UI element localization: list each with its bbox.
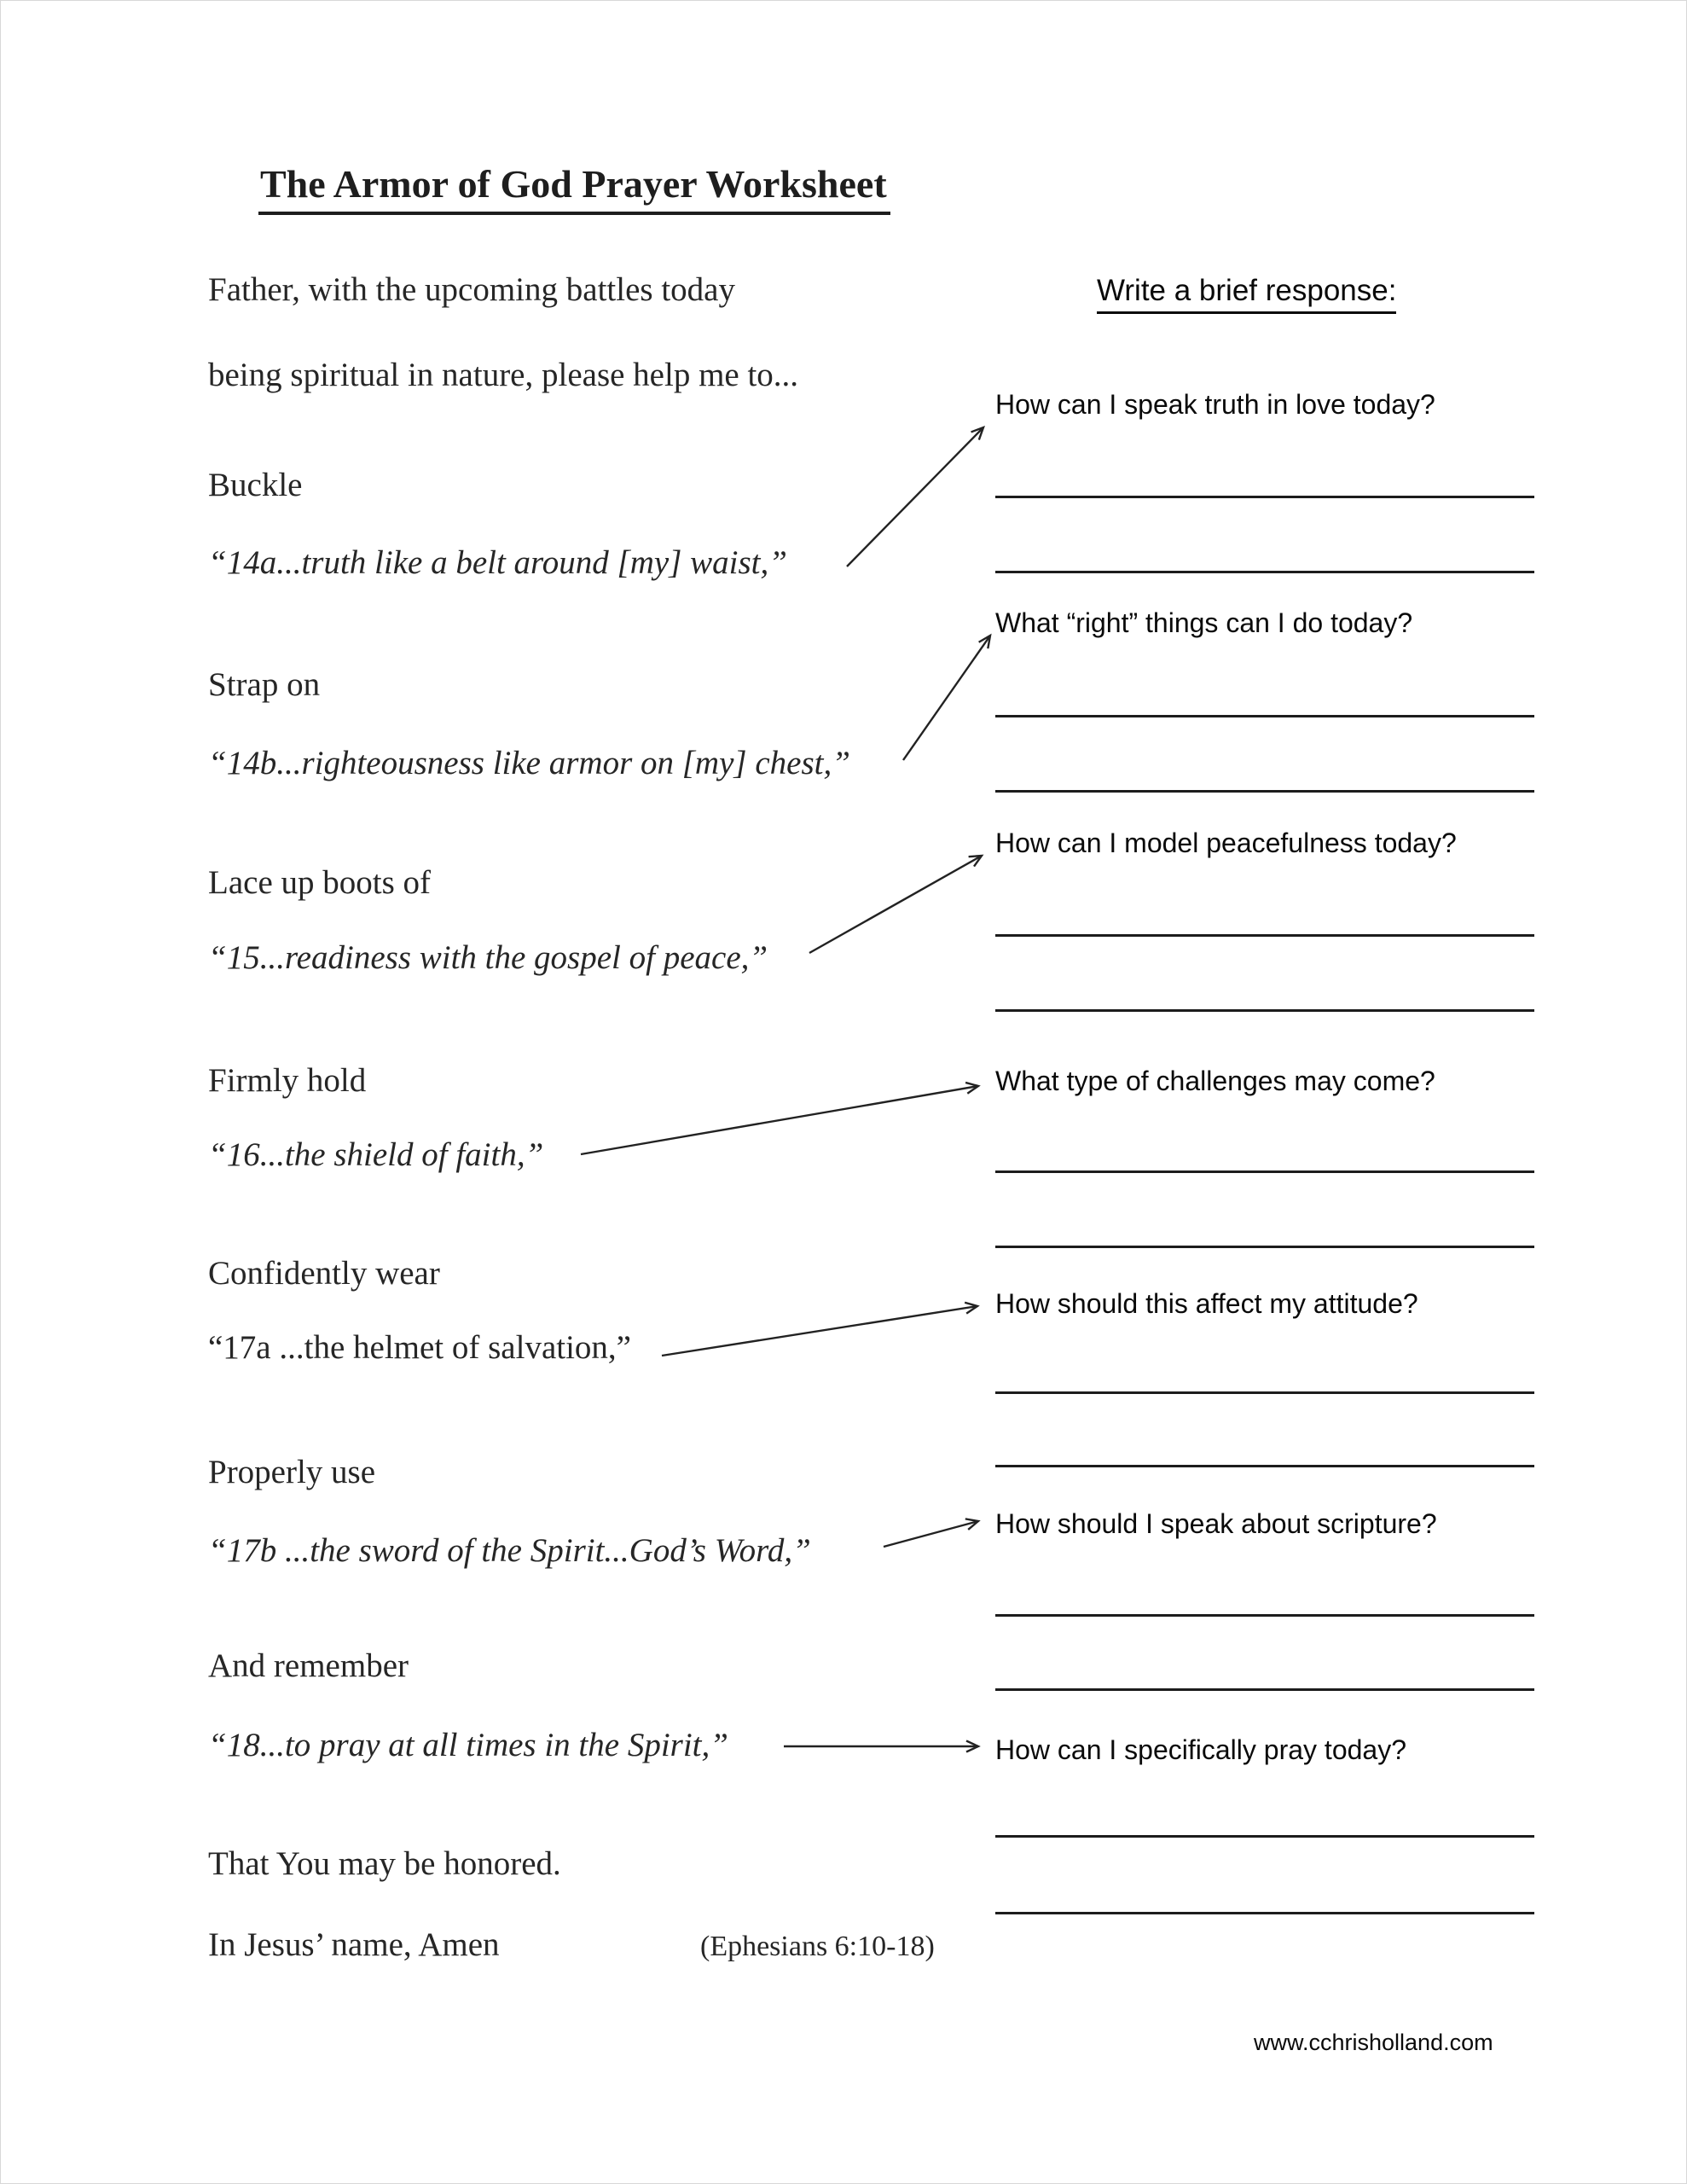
- response-line[interactable]: [995, 1391, 1534, 1394]
- section-label-lace-up: Lace up boots of: [208, 864, 432, 901]
- closing-line-1: That You may be honored.: [208, 1845, 561, 1882]
- question-speak-truth: How can I speak truth in love today?: [995, 389, 1435, 420]
- section-label-and-remember: And remember: [208, 1647, 409, 1684]
- closing-line-2: In Jesus’ name, Amen: [208, 1926, 500, 1963]
- question-challenges: What type of challenges may come?: [995, 1066, 1435, 1096]
- verse-quote-shield: “16...the shield of faith,”: [208, 1136, 544, 1173]
- section-label-strap-on: Strap on: [208, 666, 321, 703]
- website-url: www.cchrisholland.com: [1254, 2030, 1493, 2055]
- verse-quote-boots: “15...readiness with the gospel of peace,”: [208, 939, 768, 976]
- verse-quote-sword: “17b ...the sword of the Spirit...God’s Word,”: [208, 1532, 811, 1569]
- response-line[interactable]: [995, 790, 1534, 793]
- section-label-buckle: Buckle: [208, 467, 303, 503]
- arrow-shield-to-q4: [581, 1086, 978, 1154]
- section-label-properly-use: Properly use: [208, 1454, 376, 1490]
- arrow-helmet-to-q5: [662, 1306, 977, 1356]
- question-scripture: How should I speak about scripture?: [995, 1508, 1437, 1539]
- verse-quote-belt: “14a...truth like a belt around [my] waist,”: [208, 544, 787, 581]
- question-specifically-pray: How can I specifically pray today?: [995, 1734, 1406, 1765]
- response-line[interactable]: [995, 1465, 1534, 1467]
- question-model-peacefulness: How can I model peacefulness today?: [995, 828, 1457, 858]
- verse-quote-helmet: “17a ...the helmet of salvation,”: [208, 1329, 631, 1366]
- response-line[interactable]: [995, 1246, 1534, 1248]
- response-line[interactable]: [995, 934, 1534, 937]
- response-column-header: Write a brief response:: [1097, 275, 1396, 314]
- response-line[interactable]: [995, 1835, 1534, 1838]
- response-line[interactable]: [995, 1614, 1534, 1617]
- verse-quote-armor: “14b...righteousness like armor on [my] chest,”: [208, 745, 850, 781]
- response-line[interactable]: [995, 715, 1534, 717]
- arrow-boots-to-q3: [809, 856, 982, 953]
- response-line[interactable]: [995, 1009, 1534, 1012]
- response-line[interactable]: [995, 496, 1534, 498]
- arrow-armor-to-q2: [903, 636, 990, 760]
- intro-line-1: Father, with the upcoming battles today: [208, 271, 735, 308]
- response-line[interactable]: [995, 1912, 1534, 1914]
- response-line[interactable]: [995, 1688, 1534, 1691]
- question-attitude: How should this affect my attitude?: [995, 1288, 1418, 1319]
- scripture-reference: (Ephesians 6:10-18): [700, 1931, 935, 1962]
- response-line[interactable]: [995, 571, 1534, 573]
- question-right-things: What “right” things can I do today?: [995, 607, 1413, 638]
- arrow-sword-to-q6: [884, 1521, 978, 1547]
- arrow-belt-to-q1: [847, 427, 983, 566]
- response-line[interactable]: [995, 1170, 1534, 1173]
- intro-line-2: being spiritual in nature, please help me to...: [208, 357, 799, 393]
- section-label-firmly-hold: Firmly hold: [208, 1062, 367, 1099]
- page-title: The Armor of God Prayer Worksheet: [258, 163, 890, 215]
- verse-quote-pray: “18...to pray at all times in the Spirit,”: [208, 1727, 728, 1763]
- section-label-confidently-wear: Confidently wear: [208, 1255, 440, 1292]
